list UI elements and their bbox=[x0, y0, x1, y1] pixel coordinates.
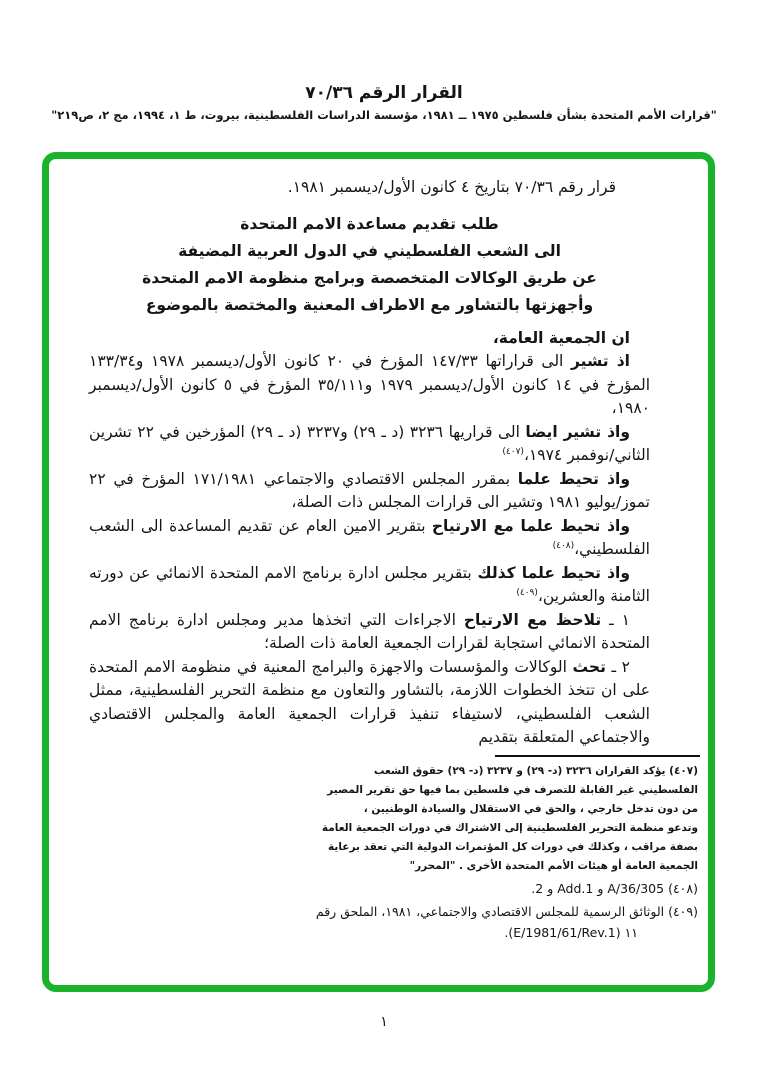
resolution-box bbox=[42, 152, 715, 992]
footnote-line: الجمعية العامة أو هيئات الأمم المتحدة الأخرى . "المحرر" bbox=[409, 859, 698, 872]
footnote-409 bbox=[89, 901, 698, 943]
heading-line: عن طريق الوكالات المتخصصة وبرامج منظومة الامم المتحدة bbox=[142, 269, 597, 287]
heading-line: طلب تقديم مساعدة الامم المتحدة bbox=[240, 215, 499, 233]
paragraph-lead: واذ تحيط علما مع الارتياح bbox=[431, 516, 630, 535]
footnote-line: (٤٠٧) يؤكد القراران ٣٢٣٦ (د- ٢٩) و ٣٢٣٧ (د- ٢٩) حقوق الشعب bbox=[373, 764, 698, 777]
paragraph-text: الى قراريها ٣٢٣٦ (د ـ ٢٩) و٣٢٣٧ (د ـ ٢٩) المؤرخين في ٢٢ تشرين الثاني/نوفمبر ١٩٧٤، bbox=[89, 422, 650, 464]
footnote-line: ١١ (E/1981/61/Rev.1). bbox=[504, 924, 638, 940]
paragraph-text: بتقرير مجلس ادارة برنامج الامم المتحدة الانمائي عن دورته الثامنة والعشرين، bbox=[89, 563, 650, 605]
footnote-line: من دون تدخل خارجي ، والحق في الاستقلال والسيادة الوطنيين ، bbox=[363, 802, 698, 815]
source-citation: "قرارات الأمم المتحدة بشأن فلسطين ١٩٧٥ ــ ١٩٨١، مؤسسة الدراسات الفلسطينية، بيروت، ط ١، ١٩٩٤، مج ٢، ص٢١٩" bbox=[51, 108, 717, 122]
resolution-date-line: قرار رقم ٧٠/٣٦ بتاريخ ٤ كانون الأول/ديسمبر ١٩٨١. bbox=[287, 178, 616, 196]
footnote-408: (٤٠٨) A/36/305 و Add.1 و 2. bbox=[531, 880, 698, 896]
footnote-line: الفلسطيني غير القابلة للتصرف في فلسطين بما فيها حق تقرير المصير bbox=[327, 783, 698, 796]
footnote-407 bbox=[89, 762, 698, 876]
footnote-ref: (٤٠٨) bbox=[552, 540, 575, 551]
paragraph-text: بمقرر المجلس الاقتصادي والاجتماعي ١٧١/١٩٨١ المؤرخ في ٢٢ تموز/يوليو ١٩٨١ وتشير الى قرارات المجلس ذات الصلة، bbox=[89, 469, 650, 511]
footnote-line: (٤٠٩) الوثائق الرسمية للمجلس الاقتصادي والاجتماعي، ١٩٨١، الملحق رقم bbox=[315, 903, 698, 919]
paragraph-lead: اذ تشير bbox=[571, 352, 630, 370]
paragraph-lead: واذ تحيط علما كذلك bbox=[477, 563, 630, 582]
body-paragraph bbox=[89, 609, 650, 656]
body-paragraph bbox=[89, 350, 650, 421]
page-title: القرار الرقم ٧٠/٣٦ bbox=[305, 83, 463, 103]
heading-line: وأجهزتها بالتشاور مع الاطراف المعنية والمختصة بالموضوع bbox=[145, 296, 594, 314]
footnote-ref: (٤٠٩) bbox=[516, 587, 538, 598]
footnote-ref: (٤٠٧) bbox=[502, 446, 524, 457]
body-paragraph bbox=[89, 515, 650, 562]
paragraph-number: ١ ـ bbox=[601, 610, 630, 629]
body-paragraph bbox=[89, 468, 650, 515]
body-paragraph bbox=[89, 656, 650, 750]
preamble-intro: ان الجمعية العامة، bbox=[492, 329, 630, 347]
footnote-separator bbox=[495, 755, 700, 757]
footnote-line: وتدعو منظمة التحرير الفلسطينية إلى الاشتراك في دورات الجمعية العامة bbox=[321, 821, 698, 834]
page-number: ١ bbox=[380, 1014, 388, 1030]
body-paragraph bbox=[89, 562, 650, 609]
heading-line: الى الشعب الفلسطيني في الدول العربية المضيفة bbox=[178, 242, 561, 260]
paragraph-lead: تلاحظ مع الارتياح bbox=[463, 610, 602, 629]
body-paragraph bbox=[89, 421, 650, 468]
footnotes-section bbox=[89, 762, 698, 943]
paragraph-text: الى قراراتها ١٤٧/٣٣ المؤرخ في ٢٠ كانون الأول/ديسمبر ١٩٧٨ و١٣٣/٣٤ المؤرخ في ١٤ كانون الأول/ديسمبر ١٩٧٩ و٣٥/١١١ المؤرخ في ٥ كانون الأول/ديسمبر ١٩٨٠، bbox=[89, 352, 651, 417]
paragraph-number: ٢ ـ bbox=[605, 657, 630, 676]
paragraph-text: الوكالات والمؤسسات والاجهزة والبرامج المعنية في منظومة الامم المتحدة على ان تتخذ الخطوات اللازمة، بالتشاور والتعاون مع منظمة التحرير الفلسطينية، ممثل الشعب الفلسطيني، لاستيفاء تنفيذ قرارات الجمعية العامة والمجلس الاقتصادي والاجتماعي المتعلقة بتقديم bbox=[89, 657, 650, 746]
paragraph-text: بتقرير الامين العام عن تقديم المساعدة الى الشعب الفلسطيني، bbox=[89, 516, 650, 558]
footnote-line: بصفة مراقب ، وكذلك في دورات كل المؤتمرات الدولية التي تعقد برعاية bbox=[328, 840, 698, 853]
paragraph-text: الاجراءات التي اتخذها مدير ومجلس ادارة برنامج الامم المتحدة الانمائي استجابة لقرارات الجمعية العامة ذات الصلة؛ bbox=[89, 610, 650, 652]
resolution-heading bbox=[89, 211, 650, 319]
paragraph-lead: واذ تحيط علما bbox=[517, 469, 630, 488]
paragraph-lead: تحث bbox=[572, 657, 606, 676]
paragraph-lead: واذ تشير ايضا bbox=[525, 422, 630, 441]
